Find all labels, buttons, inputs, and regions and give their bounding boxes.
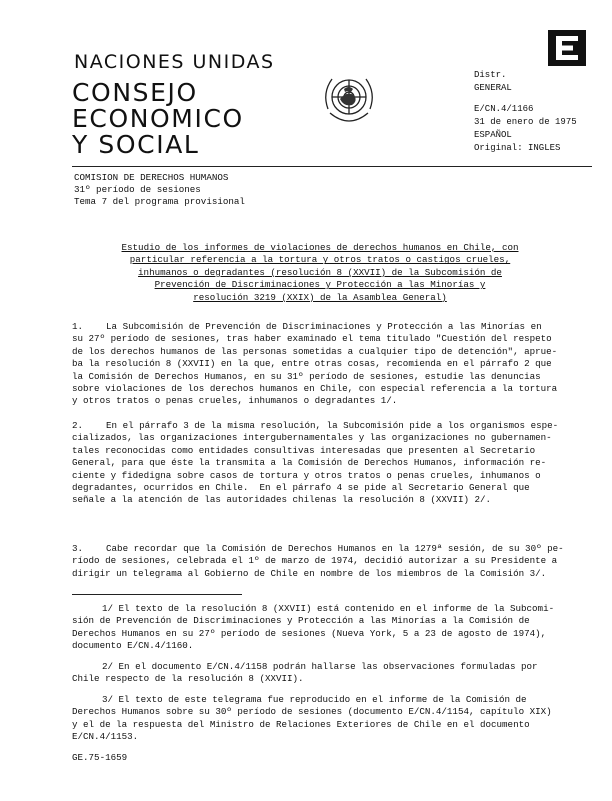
paragraph-1	[72, 321, 557, 408]
footnote-line: E/CN.4/1153.	[72, 731, 139, 743]
distribution-value: GENERAL	[474, 83, 512, 93]
session-number: 31º período de sesiones	[74, 184, 201, 195]
footnote-line: 3/ El texto de este telegrama fue reproducido en el informe de la Comisión de	[102, 694, 527, 705]
footnote-line: 1/ El texto de la resolución 8 (XXVII) está contenido en el informe de la Subcomi-	[102, 603, 555, 614]
paragraph-line: tales reconocidas como entidades consultivas interesadas que presenten al Secretario	[72, 444, 536, 456]
title-line: inhumanos o degradantes (resolución 8 (XXVII) de la Subcomisión de	[138, 266, 502, 278]
footnote-3	[72, 694, 552, 744]
paragraph-line: ríodo de sesiones, celebrada el 1º de marzo de 1974, decidió autorizar a su Presidente a	[72, 555, 558, 567]
paragraph-line: dirigir un telegrama al Gobierno de Chile en nombre de los miembros de la Comisión 3/.	[72, 567, 547, 579]
paragraph-line: la Comisión de Derechos Humanos, en su 31º período de sesiones, estudie las denuncias	[72, 370, 541, 382]
paragraph-number: 3.	[72, 543, 84, 554]
paragraph-line: Cabe recordar que la Comisión de Derechos Humanos en la 1279ª sesión, de su 30º pe-	[106, 543, 564, 554]
document-symbol: E/CN.4/1166	[474, 104, 534, 114]
original-language: Original: INGLES	[474, 143, 561, 153]
paragraph-number: 1.	[72, 321, 84, 332]
un-emblem-icon	[318, 69, 380, 131]
header-rule	[72, 166, 592, 167]
footnote-line: Derechos Humanos sobre su 30º período de sesiones (documento E/CN.4/1154, capítulo XIX)	[72, 706, 552, 718]
paragraph-line: La Subcomisión de Prevención de Discriminaciones y Protección a las Minorías en	[106, 321, 542, 332]
commission-name: COMISION DE DERECHOS HUMANOS	[74, 172, 229, 183]
language-label: ESPAÑOL	[474, 130, 512, 140]
footnote-line: 2/ En el documento E/CN.4/1158 podrán hallarse las observaciones formuladas por	[102, 661, 538, 672]
footnote-line: y el de la respuesta del Ministro de Relaciones Exteriores de Chile en el documento	[72, 718, 530, 730]
paragraph-line: ciente y fidedigna sobre casos de tortura y otros tratos o penas crueles, inhumanos o	[72, 469, 541, 481]
footnote-line: Chile respecto de la resolución 8 (XXVII).	[72, 673, 304, 685]
title-line: Prevención de Discriminaciones y Protección a las Minorías y	[154, 279, 486, 291]
title-line: resolución 3219 (XXIX) de la Asamblea General)	[193, 291, 447, 303]
paragraph-line: su 27º período de sesiones, tras haber examinado el tema titulado "Cuestión del respeto	[72, 333, 552, 345]
footnote-line: sión de Prevención de Discriminaciones y Protección a las Minorías a la Comisión de	[72, 615, 530, 627]
paragraph-line: de los derechos humanos de las personas sometidas a cualquier tipo de detención", aprue-	[72, 345, 558, 357]
distribution-label: Distr.	[474, 70, 507, 80]
footnote-line: Derechos Humanos en su 27º período de sesiones (Nueva York, 5 a 23 de agosto de 1974),	[72, 627, 547, 639]
title-line: Estudio de los informes de violaciones de derechos humanos en Chile, con	[121, 242, 519, 253]
document-date: 31 de enero de 1975	[474, 117, 577, 127]
paragraph-line: sobre violaciones de los derechos humanos en Chile, con especial referencia a la tortura	[72, 383, 558, 395]
paragraph-line: cializados, las organizaciones intergubernamentales y las organizaciones no gubernamen-	[72, 432, 552, 444]
job-number: GE.75-1659	[72, 752, 128, 763]
footnote-rule	[72, 594, 242, 595]
footnote-1	[72, 603, 554, 653]
organization-name: NACIONES UNIDAS	[74, 51, 275, 73]
paragraph-line: señale a la atención de las autoridades chilenas la resolución 8 (XXVII) 2/.	[72, 494, 492, 506]
paragraph-line: General, para que éste la transmita a la Comisión de Derechos Humanos, información re-	[72, 457, 547, 469]
paragraph-line: degradantes, ocurridos en Chile. En el párrafo 4 se pide al Secretario General que	[72, 482, 530, 494]
title-line: particular referencia a la tortura y otros tratos o castigos crueles,	[129, 254, 511, 266]
paragraph-line: y otros tratos o penas crueles, inhumanos o degradantes 1/.	[72, 395, 398, 407]
council-name-line-3: Y SOCIAL	[72, 130, 200, 159]
footnote-2	[72, 661, 538, 686]
council-name-line-2: ECONOMICO	[72, 104, 244, 133]
paragraph-line: ba la resolución 8 (XXVII) en la que, entre otras cosas, recomienda en el párrafo 2 que	[72, 358, 552, 370]
language-e-icon	[548, 30, 586, 66]
paragraph-3	[72, 543, 564, 580]
agenda-item: Tema 7 del programa provisional	[74, 196, 245, 207]
paragraph-number: 2.	[72, 420, 84, 431]
document-title	[70, 242, 570, 304]
paragraph-2	[72, 420, 558, 507]
paragraph-line: En el párrafo 3 de la misma resolución, la Subcomisión pide a los organismos espe-	[106, 420, 559, 431]
footnote-line: documento E/CN.4/1160.	[72, 640, 194, 652]
council-name-line-1: CONSEJO	[72, 78, 198, 107]
